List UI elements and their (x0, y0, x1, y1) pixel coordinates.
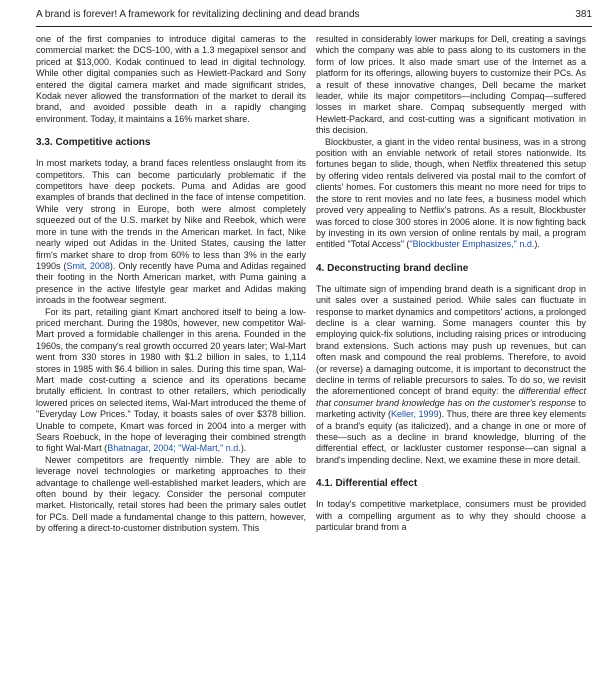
running-title: A brand is forever! A framework for revitalizing declining and dead brands (36, 9, 360, 20)
paragraph-text: In most markets today, a brand faces relentless onslaught from its competitors. This can become particularly problematic if the competitors have deep pockets. Puma and Adidas are good examples of brands that declined in the face of intense competition. While very strong in Europe, both were almost completely squeezed out of the U.S. market by Nike and Reebok, which were more in tune with the trends in the American market. In fact, Nike nearly wiped out Adidas in the United States, causing the latter firm's market share to drop from 60% to less than 3% in the early 1990s ( (36, 158, 306, 271)
paragraph-text: ). Only recently have Puma and Adidas regained their footing in the North American market, with Puma gaining a presence in the active lifestyle gear market and Adidas making inroads in the footwear segment. (36, 260, 306, 306)
paragraph-puma-adidas (36, 158, 306, 306)
paragraph-text: The ultimate sign of impending brand death is a significant drop in unit sales over a sustained period. While sales can fluctuate in response to market dynamics and competitors' actions, a prolonged decline is a clear warning. Some managers counter this by employing quick-fix solutions, including raising prices or introducing brand extensions. Such actions may push up revenues, but can often mask and compound the real problems. Therefore, to avoid (or reverse) a damaging outcome, it is important to deconstruct the decline in terms of reliable precursors to sales. To do so, we revisit the aforementioned concept of brand equity: the (316, 283, 586, 397)
paragraph-blockbuster (316, 137, 586, 251)
running-header (36, 6, 592, 27)
section-heading-differential-effect: 4.1. Differential effect (316, 478, 418, 490)
paragraph-text: For its part, retailing giant Kmart anchored itself to being a low-priced merchant. During the 1980s, however, new competitor Wal-Mart proved a formidable challenger in this arena. Founded in the 1960s, the company's real growth occurred 20 years later; Wal-Mart went from 330 stores in 1980 with $1.2 billion in sales, to 1,114 stores in 1985 with $6.4 billion in sales. During this time span, Wal-Mart made cost-cutting a science and its operations became brutally efficient. In contrast to other retailers, which periodically lowered prices on selected items, Wal-Mart introduced the theme of "Everyday Low Prices." Today, it boasts sales of over $378 billion. Unable to compete, Kmart was forced in 2004 into a merger with Sears Roebuck, in the hope of leveraging their combined strength to fight Wal-Mart ( (36, 306, 306, 454)
citation-link[interactable]: Smit, 2008 (66, 260, 110, 271)
paragraph-dell-continuation: resulted in considerably lower markups for Dell, creating a savings which the company was able to pass along to its customers in the form of low prices. It also made smart use of the Internet as a platform for its offerings, allowing buyers to customize their PCs. As a result of these innovative changes, Dell became the market leader, while its major competitors—including Compaq—suffered losses in market share. Compaq subsequently merged with Hewlett-Packard, and cost-cutting was a significant motivation in this decision. (316, 34, 586, 136)
paragraph-text: ). Thus, there are three key elements of a brand's equity (as italicized), and a change in one or more of these—such as a decline in brand knowledge, blurring of the differential effect, or lackluster customer response—can signal a brand's impending decline. Next, we examine these in more detail. (316, 409, 586, 465)
paragraph-brand-equity (316, 284, 586, 467)
paragraph-text: ). (240, 443, 247, 454)
left-column (36, 34, 306, 535)
section-heading-deconstructing-brand-decline: 4. Deconstructing brand decline (316, 262, 469, 274)
page-number: 381 (575, 9, 592, 20)
paragraph-text: Blockbuster, a giant in the video rental business, was in a strong position with an enviable network of retail stores nationwide. Its fortunes began to slide, though, when Netflix threatened this setup by offering video rentals delivered via postal mail to the comfort of clients' homes. For customers this meant no more need for trips to the store to rent movies and no late fees, a business model which proved very appealing to Netflix's patrons. As a result, Blockbuster was forced to close 300 stores in 2006 alone. It is now fighting back by investing in its own version of online rentals by mail, a program entitled "Total Access" ( (316, 136, 586, 250)
citation-link[interactable]: Bhatnagar, 2004; "Wal-Mart," n.d. (107, 443, 241, 454)
citation-link[interactable]: "Blockbuster Emphasizes," n.d. (409, 239, 535, 250)
paragraph-text: ). (534, 239, 540, 250)
paragraph-text: to marketing activity ( (316, 397, 586, 420)
paragraph-kmart-walmart (36, 307, 306, 455)
right-column (316, 34, 586, 533)
paragraph-differential-effect: In today's competitive marketplace, consumers must be provided with a compelling argument as to why they should choose a particular brand from a (316, 499, 586, 533)
citation-link[interactable]: Keller, 1999 (391, 409, 439, 420)
italic-definition: differential effect that consumer brand knowledge has on the customer's response (316, 386, 586, 408)
paragraph-kodak-continuation: one of the first companies to introduce digital cameras to the commercial market: the DCS-100, with a 1.3 megapixel sensor and priced at $13,000. Kodak continued to lead in digital technology. While other digital companies such as Hewlett-Packard and Sony entered the digital camera market and made significant strides, Kodak never allowed the transformation of the market to derail its brand, and avoided possible death in a rapidly changing environment. Today, it maintains a 16% market share. (36, 34, 306, 124)
section-heading-competitive-actions: 3.3. Competitive actions (36, 137, 151, 149)
paragraph-newer-competitors: Newer competitors are frequently nimble. They are able to leverage novel technologies or marketing approaches to their advantage to challenge well-established market leaders, which are often bound by their legacy. Consider the personal computer market. Historically, retail stores had been the primary sales outlet for PCs. Dell made a fundamental change to this pattern, however, by offering a direct-to-customer distribution system. This (36, 454, 306, 534)
